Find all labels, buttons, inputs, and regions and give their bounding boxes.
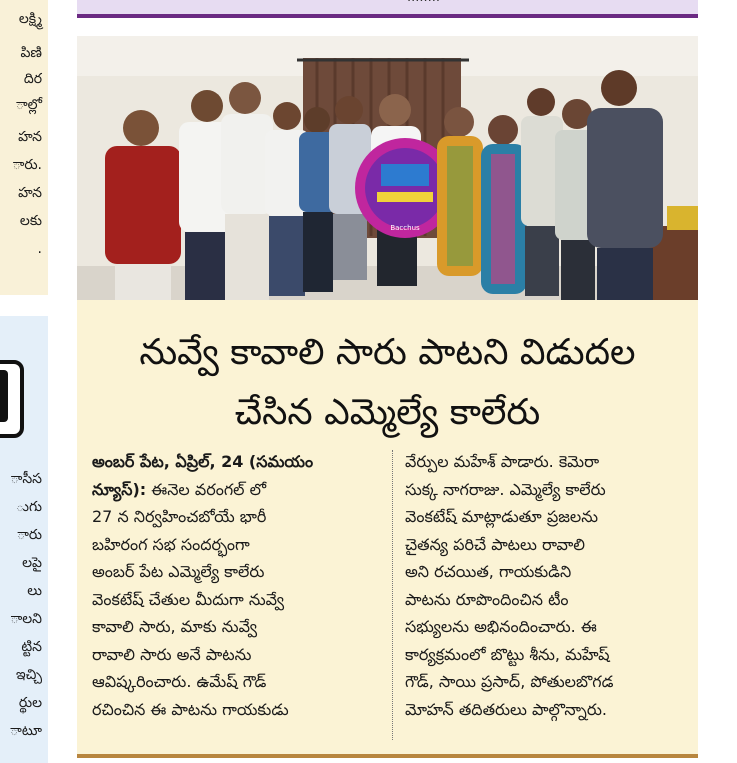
left-fragment-bottom: ుగు — [16, 499, 42, 515]
article-line: రచించిన ఈ పాటను గాయకుడు — [92, 699, 289, 719]
article-line: 27 న నిర్వహించబోయే భారీ — [92, 507, 267, 526]
left-fragment-top: . — [37, 241, 42, 257]
logo-badge-icon — [0, 360, 24, 438]
top-rule — [77, 14, 698, 18]
left-fragment-top: దిర — [23, 71, 42, 87]
left-fragment-top: లక్ష్మి — [18, 11, 42, 27]
news-photo — [77, 36, 698, 300]
dateline-source: న్యూస్): — [92, 479, 147, 499]
top-strip — [77, 0, 698, 14]
left-column-top-panel — [0, 0, 48, 295]
article-line: న్యూస్): ఈనెల వరంగల్ లో — [92, 479, 267, 499]
left-fragment-top: ాల్లో — [15, 97, 42, 113]
left-fragment-bottom: ాసీస — [10, 471, 42, 487]
left-fragment-top: హన — [18, 129, 42, 145]
article-line: సభ్యులను అభినందించారు. ఈ — [405, 617, 597, 636]
article-line: గౌడ్, సాయి ప్రసాద్, పోతులబొగడ — [405, 672, 614, 691]
article-line: అంబర్ పేట, ఏప్రిల్, 24 (సమయం — [92, 452, 314, 471]
article-line: కావాలి సారు, మాకు నువ్వే — [92, 617, 258, 636]
left-fragment-bottom: ట్టిన — [21, 639, 42, 655]
poster-brand: Bacchus — [390, 224, 420, 232]
article-line: అని రచయిత, గాయకుడిని — [405, 562, 572, 581]
article-line: బహిరంగ సభ సందర్భంగా — [92, 534, 250, 554]
article-line: పాటను రూపొందించిన టీం — [405, 589, 569, 609]
article-line: వెంకటేష్ చేతుల మీదుగా నువ్వే — [92, 589, 285, 609]
article-bottom-rule — [77, 754, 698, 758]
headline-line-2: చేసిన ఎమ్మెల్యే కాలేరు — [234, 392, 541, 433]
article-line: కార్యక్రమంలో బొట్టు శీను, మహేష్ — [405, 644, 610, 664]
left-fragment-top: ారు. — [12, 157, 42, 173]
article-column-1 — [92, 448, 313, 723]
column-divider — [392, 450, 393, 740]
left-fragment-bottom: ర్థుల — [18, 695, 42, 711]
article-line: వెంకటేష్ మాట్లాడుతూ ప్రజలను — [405, 507, 599, 526]
left-fragment-bottom: ారు — [17, 527, 42, 543]
article-line: సుక్క నాగరాజు. ఎమ్మెల్యే కాలేరు — [405, 479, 606, 499]
article-line: అంబర్ పేట ఎమ్మెల్యే కాలేరు — [92, 562, 265, 581]
left-fragment-top: హన — [18, 185, 42, 201]
left-fragment-top: లకు — [19, 213, 42, 229]
left-fragment-top: పిణి — [20, 45, 42, 61]
article-line: వేర్పుల మహేశ్ పాడారు. కెమెరా — [405, 452, 600, 471]
news-photo-illustration — [77, 36, 698, 300]
article-line: మోహన్ తదితరులు పాల్గొన్నారు. — [405, 699, 607, 719]
left-fragment-bottom: లపై — [22, 555, 42, 571]
article-line: రావాలి సారు అనే పాటను — [92, 644, 252, 664]
left-fragment-bottom: ాలని — [10, 611, 42, 627]
left-fragment-bottom: ాటూ — [10, 723, 42, 739]
left-fragment-bottom: ఇచ్చి — [16, 667, 42, 683]
article-line: చైతన్య పరిచే పాటలు రావాలి — [405, 534, 585, 554]
left-fragment-bottom: లు — [27, 583, 42, 599]
headline-line-1: నువ్వే కావాలి సారు పాటని విడుదల — [139, 332, 636, 373]
top-strip-fragment — [407, 0, 440, 5]
article-column-2 — [405, 448, 613, 723]
article-line: ఆవిష్కరించారు. ఉమేష్ గౌడ్ — [92, 672, 267, 691]
